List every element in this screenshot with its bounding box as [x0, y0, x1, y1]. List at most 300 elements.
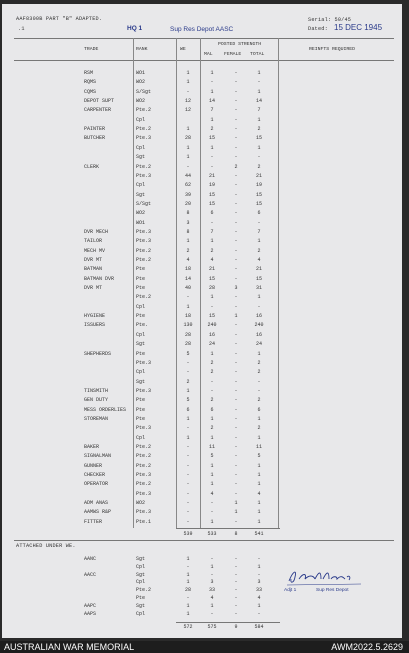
- female-cell: -: [234, 587, 238, 594]
- trade-cell: DVR MECH: [84, 228, 109, 235]
- table-row: [2, 509, 402, 515]
- total-cell: 1: [257, 500, 261, 507]
- totals-rule: [176, 528, 280, 529]
- female-cell: -: [234, 378, 238, 385]
- total-cell: 1: [257, 294, 261, 301]
- male-cell: 2: [210, 359, 214, 366]
- female-cell: -: [234, 116, 238, 123]
- table-row: [2, 79, 402, 85]
- table-row: [2, 257, 402, 263]
- male-cell: 7: [210, 107, 214, 114]
- table-row: [2, 294, 402, 300]
- female-cell: -: [234, 341, 238, 348]
- signature-unit: Sup Res Depot: [316, 588, 349, 593]
- male-cell: 1: [210, 563, 214, 570]
- female-cell: -: [234, 172, 238, 179]
- trade-cell: PAINTER: [84, 126, 106, 133]
- total-cell: 4: [257, 595, 261, 601]
- we-cell: -: [186, 481, 190, 488]
- trade-cell: ISSUERS: [84, 322, 106, 329]
- male-cell: 15: [208, 135, 215, 142]
- we-cell: 8: [186, 210, 190, 217]
- trade-cell: RQMS: [84, 79, 97, 86]
- female-cell: -: [234, 406, 238, 413]
- rank-cell: Cpl: [136, 610, 146, 617]
- trade-cell: ADM ANAS: [84, 500, 109, 507]
- total-cell: 240: [254, 322, 264, 329]
- male-cell: 1: [210, 238, 214, 245]
- table-row: [2, 248, 402, 254]
- total-cell: 2: [257, 359, 261, 366]
- serial-number: Serial: 50/45: [308, 17, 352, 23]
- we-cell: 8: [186, 228, 190, 235]
- rank-cell: Pte: [136, 415, 146, 422]
- table-row: [2, 182, 402, 188]
- table-row: [2, 425, 402, 431]
- female-cell: -: [234, 563, 238, 570]
- male-cell: -: [210, 154, 214, 161]
- trade-cell: DVR MT: [84, 257, 103, 263]
- female-cell: -: [234, 238, 238, 245]
- male-cell: 1: [210, 481, 214, 488]
- col-male: MAL: [204, 52, 213, 57]
- we-cell: 5: [186, 350, 190, 357]
- total-cell: -: [257, 556, 261, 562]
- total-cell: 11: [255, 444, 262, 450]
- male-cell: 33: [208, 587, 215, 594]
- rank-cell: Sgt: [136, 191, 146, 198]
- table-row: [2, 369, 402, 375]
- we-cell: 130: [183, 322, 193, 329]
- attached-totals-rule: [176, 622, 280, 623]
- total-cell: 19: [255, 182, 262, 189]
- rank-cell: Sgt: [136, 341, 146, 348]
- we-cell: 1: [186, 556, 190, 562]
- table-row: [2, 481, 402, 487]
- table-row: [2, 435, 402, 441]
- we-cell: 28: [184, 331, 191, 338]
- trade-cell: GEN DUTY: [84, 397, 109, 404]
- we-cell: 1: [186, 70, 190, 76]
- table-row: [2, 266, 402, 272]
- we-cell: 5: [186, 397, 190, 404]
- trade-cell: BAKER: [84, 444, 100, 450]
- total-cell: 24: [255, 341, 262, 348]
- female-cell: -: [234, 182, 238, 189]
- att-total-male: 575: [207, 624, 217, 630]
- att-total-female: 9: [234, 624, 238, 630]
- table-row: [2, 276, 402, 282]
- document-page: [2, 4, 402, 638]
- total-cell: 1: [257, 563, 261, 570]
- total-cell: 1: [257, 462, 261, 469]
- trade-cell: STOREMAN: [84, 415, 109, 422]
- we-cell: 1: [186, 238, 190, 245]
- table-row: [2, 360, 402, 366]
- female-cell: -: [234, 228, 238, 235]
- trade-cell: CLERK: [84, 163, 100, 170]
- att-total-we: 572: [183, 624, 193, 630]
- total-cell: -: [257, 219, 261, 226]
- rank-cell: Pte.2: [136, 481, 152, 488]
- total-cell: 1: [257, 116, 261, 123]
- we-cell: 1: [186, 602, 190, 609]
- table-row: [2, 192, 402, 198]
- female-cell: -: [234, 70, 238, 76]
- table-row: [2, 117, 402, 123]
- total-cell: 2: [257, 397, 261, 404]
- we-cell: 1: [186, 126, 190, 133]
- we-cell: -: [186, 490, 190, 497]
- female-cell: -: [234, 135, 238, 142]
- male-cell: -: [210, 500, 214, 507]
- total-cell: 6: [257, 210, 261, 217]
- trade-cell: MECH MV: [84, 247, 106, 254]
- total-cell: 21: [255, 266, 262, 273]
- attached-totals-row: [2, 624, 402, 630]
- we-cell: 28: [184, 341, 191, 348]
- female-cell: -: [234, 369, 238, 376]
- table-row: [2, 472, 402, 478]
- female-cell: -: [234, 294, 238, 301]
- rank-cell: Pte.2: [136, 107, 152, 114]
- table-row: [2, 164, 402, 170]
- rank-cell: Sgt: [136, 378, 146, 385]
- male-cell: 240: [207, 322, 217, 329]
- rank-cell: Pte.3: [136, 135, 152, 142]
- hq-stamp: HQ 1: [127, 25, 143, 32]
- female-cell: -: [234, 387, 238, 394]
- female-cell: -: [234, 126, 238, 133]
- male-cell: 2: [210, 425, 214, 432]
- table-row: [2, 313, 402, 319]
- table-row: [2, 304, 402, 310]
- table-row: [2, 453, 402, 459]
- male-cell: 1: [210, 518, 214, 525]
- total-cell: 2: [257, 126, 261, 133]
- we-cell: -: [186, 359, 190, 366]
- rank-cell: Pte.3: [136, 472, 152, 479]
- rank-cell: Pte.3: [136, 490, 152, 497]
- signature-adjt: Adjt 1: [284, 588, 297, 593]
- trade-cell: GUNNER: [84, 462, 103, 469]
- rank-cell: Pte: [136, 406, 146, 413]
- male-cell: -: [210, 163, 214, 170]
- col-trade: TRADE: [84, 47, 99, 52]
- male-cell: 16: [208, 331, 215, 338]
- table-row: [2, 416, 402, 422]
- archive-name: AUSTRALIAN WAR MEMORIAL: [4, 642, 135, 652]
- female-cell: -: [234, 415, 238, 422]
- female-cell: -: [234, 247, 238, 254]
- col-total: TOTAL: [250, 52, 265, 57]
- rank-cell: Sgt: [136, 556, 146, 562]
- col-rank: RANK: [136, 47, 148, 52]
- male-cell: 15: [208, 191, 215, 198]
- rank-cell: Pte.3: [136, 172, 152, 179]
- trade-cell: DVR MT: [84, 285, 103, 292]
- table-row: [2, 201, 402, 207]
- trade-cell: BATMAN: [84, 266, 103, 273]
- female-cell: -: [234, 359, 238, 366]
- rank-cell: S/Sgt: [136, 200, 152, 207]
- rank-cell: Pte.3: [136, 359, 152, 366]
- we-cell: 18: [184, 313, 191, 320]
- table-row: [2, 220, 402, 226]
- trade-cell: SIGNALMAN: [84, 453, 112, 460]
- rank-cell: Pte: [136, 595, 146, 601]
- female-cell: -: [234, 88, 238, 95]
- female-cell: -: [234, 610, 238, 617]
- we-cell: 3: [186, 219, 190, 226]
- male-cell: 1: [210, 434, 214, 441]
- total-cell: 1: [257, 238, 261, 245]
- male-cell: 4: [210, 595, 214, 601]
- we-cell: 1: [186, 415, 190, 422]
- female-cell: -: [234, 144, 238, 151]
- male-cell: 4: [210, 257, 214, 263]
- table-row: [2, 285, 402, 291]
- rank-cell: Cpl: [136, 303, 146, 310]
- total-cell: -: [257, 154, 261, 161]
- male-cell: 6: [210, 406, 214, 413]
- date-stamp: 15 DEC 1945: [334, 23, 383, 32]
- total-cell: 16: [255, 331, 262, 338]
- male-cell: -: [210, 610, 214, 617]
- trade-cell: TAILOR: [84, 238, 103, 245]
- female-cell: 1: [234, 509, 238, 516]
- we-cell: -: [186, 425, 190, 432]
- female-cell: -: [234, 331, 238, 338]
- table-row: [2, 595, 402, 601]
- rank-cell: Pte.3: [136, 509, 152, 516]
- total-cell: 1: [257, 70, 261, 76]
- female-cell: -: [234, 571, 238, 578]
- female-cell: -: [234, 257, 238, 263]
- rank-cell: Pte: [136, 275, 146, 282]
- total-cell: 1: [257, 144, 261, 151]
- male-cell: 2: [210, 369, 214, 376]
- total-cell: 2: [257, 425, 261, 432]
- unit-name: Sup Res Depot AASC: [170, 26, 234, 33]
- totals-row: [2, 531, 402, 537]
- female-cell: 2: [234, 163, 238, 170]
- total-cell: 1: [257, 88, 261, 95]
- total-cell: 31: [255, 285, 262, 292]
- male-cell: 1: [210, 70, 214, 76]
- total-cell: 1: [257, 472, 261, 479]
- female-cell: -: [234, 322, 238, 329]
- female-cell: -: [234, 397, 238, 404]
- table-row: [2, 463, 402, 469]
- we-cell: 1: [186, 434, 190, 441]
- table-row: [2, 379, 402, 385]
- male-cell: -: [210, 509, 214, 516]
- rank-cell: WO2: [136, 210, 146, 217]
- table-row: [2, 145, 402, 151]
- trade-cell: FITTER: [84, 518, 103, 525]
- signature-scrawl: [285, 567, 365, 589]
- att-total-total: 584: [254, 624, 264, 630]
- total-cell: 1: [257, 518, 261, 525]
- male-cell: 5: [210, 453, 214, 460]
- male-cell: 1: [210, 116, 214, 123]
- female-cell: -: [234, 200, 238, 207]
- table-row: [2, 351, 402, 357]
- rank-cell: Pte.2: [136, 587, 152, 594]
- we-cell: 18: [184, 266, 191, 273]
- table-row: [2, 611, 402, 617]
- male-cell: -: [210, 556, 214, 562]
- total-we: 539: [183, 531, 193, 537]
- we-cell: 62: [184, 182, 191, 189]
- total-cell: -: [257, 610, 261, 617]
- total-cell: 3: [257, 579, 261, 586]
- table-row: [2, 107, 402, 113]
- rank-cell: WO2: [136, 98, 146, 105]
- we-cell: 39: [184, 191, 191, 198]
- trade-cell: CQMS: [84, 88, 97, 95]
- rank-cell: Pte.2: [136, 453, 152, 460]
- male-cell: 2: [210, 247, 214, 254]
- archive-footer: [0, 641, 409, 653]
- male-cell: -: [210, 571, 214, 578]
- total-cell: 16: [255, 313, 262, 320]
- rank-cell: Pte: [136, 285, 146, 292]
- total-cell: 15: [255, 275, 262, 282]
- table-row: [2, 126, 402, 132]
- female-cell: -: [234, 98, 238, 105]
- total-cell: 4: [257, 490, 261, 497]
- female-cell: -: [234, 79, 238, 86]
- female-cell: -: [234, 444, 238, 450]
- rank-cell: Pte.2: [136, 462, 152, 469]
- male-cell: 15: [208, 313, 215, 320]
- trade-cell: CARPENTER: [84, 107, 112, 114]
- male-cell: -: [210, 387, 214, 394]
- total-cell: 2: [257, 247, 261, 254]
- we-cell: 4: [186, 257, 190, 263]
- male-cell: 1: [210, 88, 214, 95]
- date-label: Dated:: [308, 26, 328, 32]
- female-cell: 3: [234, 285, 238, 292]
- female-cell: -: [234, 490, 238, 497]
- female-cell: -: [234, 556, 238, 562]
- table-row: [2, 397, 402, 403]
- trade-cell: AACC: [84, 571, 97, 578]
- male-cell: 1: [210, 350, 214, 357]
- rank-cell: WO1: [136, 70, 146, 76]
- rank-cell: Pte: [136, 350, 146, 357]
- trade-cell: CHECKER: [84, 472, 106, 479]
- rank-cell: WO2: [136, 79, 146, 86]
- trade-cell: BUTCHER: [84, 135, 106, 142]
- table-row: [2, 238, 402, 244]
- male-cell: 2: [210, 397, 214, 404]
- archive-reference: AWM2022.5.2629: [331, 642, 403, 652]
- rank-cell: Pte.2: [136, 444, 152, 450]
- rank-cell: Pte.3: [136, 238, 152, 245]
- rank-cell: Sgt: [136, 602, 146, 609]
- male-cell: 15: [208, 200, 215, 207]
- table-row: [2, 407, 402, 413]
- trade-cell: AAPS: [84, 610, 97, 617]
- male-cell: -: [210, 303, 214, 310]
- total-cell: 15: [255, 135, 262, 142]
- we-cell: 44: [184, 172, 191, 179]
- male-cell: 11: [208, 444, 215, 450]
- total-total: 541: [254, 531, 264, 537]
- rank-cell: Pte.2: [136, 247, 152, 254]
- total-cell: 21: [255, 172, 262, 179]
- rank-cell: Pte.3: [136, 228, 152, 235]
- total-cell: 5: [257, 453, 261, 460]
- male-cell: 21: [208, 172, 215, 179]
- total-cell: 2: [257, 369, 261, 376]
- female-cell: -: [234, 350, 238, 357]
- total-cell: -: [257, 303, 261, 310]
- female-cell: -: [234, 518, 238, 525]
- trade-cell: SHEPHERDS: [84, 350, 112, 357]
- we-cell: -: [186, 563, 190, 570]
- table-row: [2, 89, 402, 95]
- male-cell: 1: [210, 294, 214, 301]
- trade-cell: AAMWS R&P: [84, 509, 112, 516]
- table-row: [2, 322, 402, 328]
- male-cell: 24: [208, 341, 215, 348]
- rank-cell: Pte.2: [136, 126, 152, 133]
- trade-cell: TINSMITH: [84, 387, 109, 394]
- total-cell: 15: [255, 191, 262, 198]
- table-row: [2, 519, 402, 525]
- col-female: FEMALE: [224, 52, 242, 57]
- total-cell: -: [257, 387, 261, 394]
- rank-cell: Sgt: [136, 154, 146, 161]
- male-cell: 4: [210, 490, 214, 497]
- trade-cell: DEPOT SUPT: [84, 98, 115, 105]
- we-cell: 14: [184, 275, 191, 282]
- total-cell: 1: [257, 509, 261, 516]
- table-row: [2, 70, 402, 76]
- we-cell: 28: [184, 587, 191, 594]
- we-cell: -: [186, 369, 190, 376]
- female-cell: -: [234, 210, 238, 217]
- we-cell: 2: [186, 247, 190, 254]
- female-cell: 1: [234, 313, 238, 320]
- total-cell: -: [257, 378, 261, 385]
- female-cell: -: [234, 303, 238, 310]
- total-cell: 1: [257, 434, 261, 441]
- total-cell: 14: [255, 98, 262, 105]
- col-reinforcements: REINFTS REQUIRED: [309, 47, 356, 52]
- female-cell: -: [234, 472, 238, 479]
- female-cell: -: [234, 107, 238, 114]
- we-cell: 1: [186, 154, 190, 161]
- male-cell: 1: [210, 415, 214, 422]
- rank-cell: Pte: [136, 397, 146, 404]
- total-cell: 7: [257, 107, 261, 114]
- we-cell: -: [186, 462, 190, 469]
- female-cell: -: [234, 602, 238, 609]
- we-cell: 1: [186, 387, 190, 394]
- total-male: 533: [207, 531, 217, 537]
- female-cell: 1: [234, 500, 238, 507]
- table-row: [2, 135, 402, 141]
- rank-cell: Cpl: [136, 144, 146, 151]
- we-cell: 1: [186, 144, 190, 151]
- table-row: [2, 332, 402, 338]
- table-row: [2, 210, 402, 216]
